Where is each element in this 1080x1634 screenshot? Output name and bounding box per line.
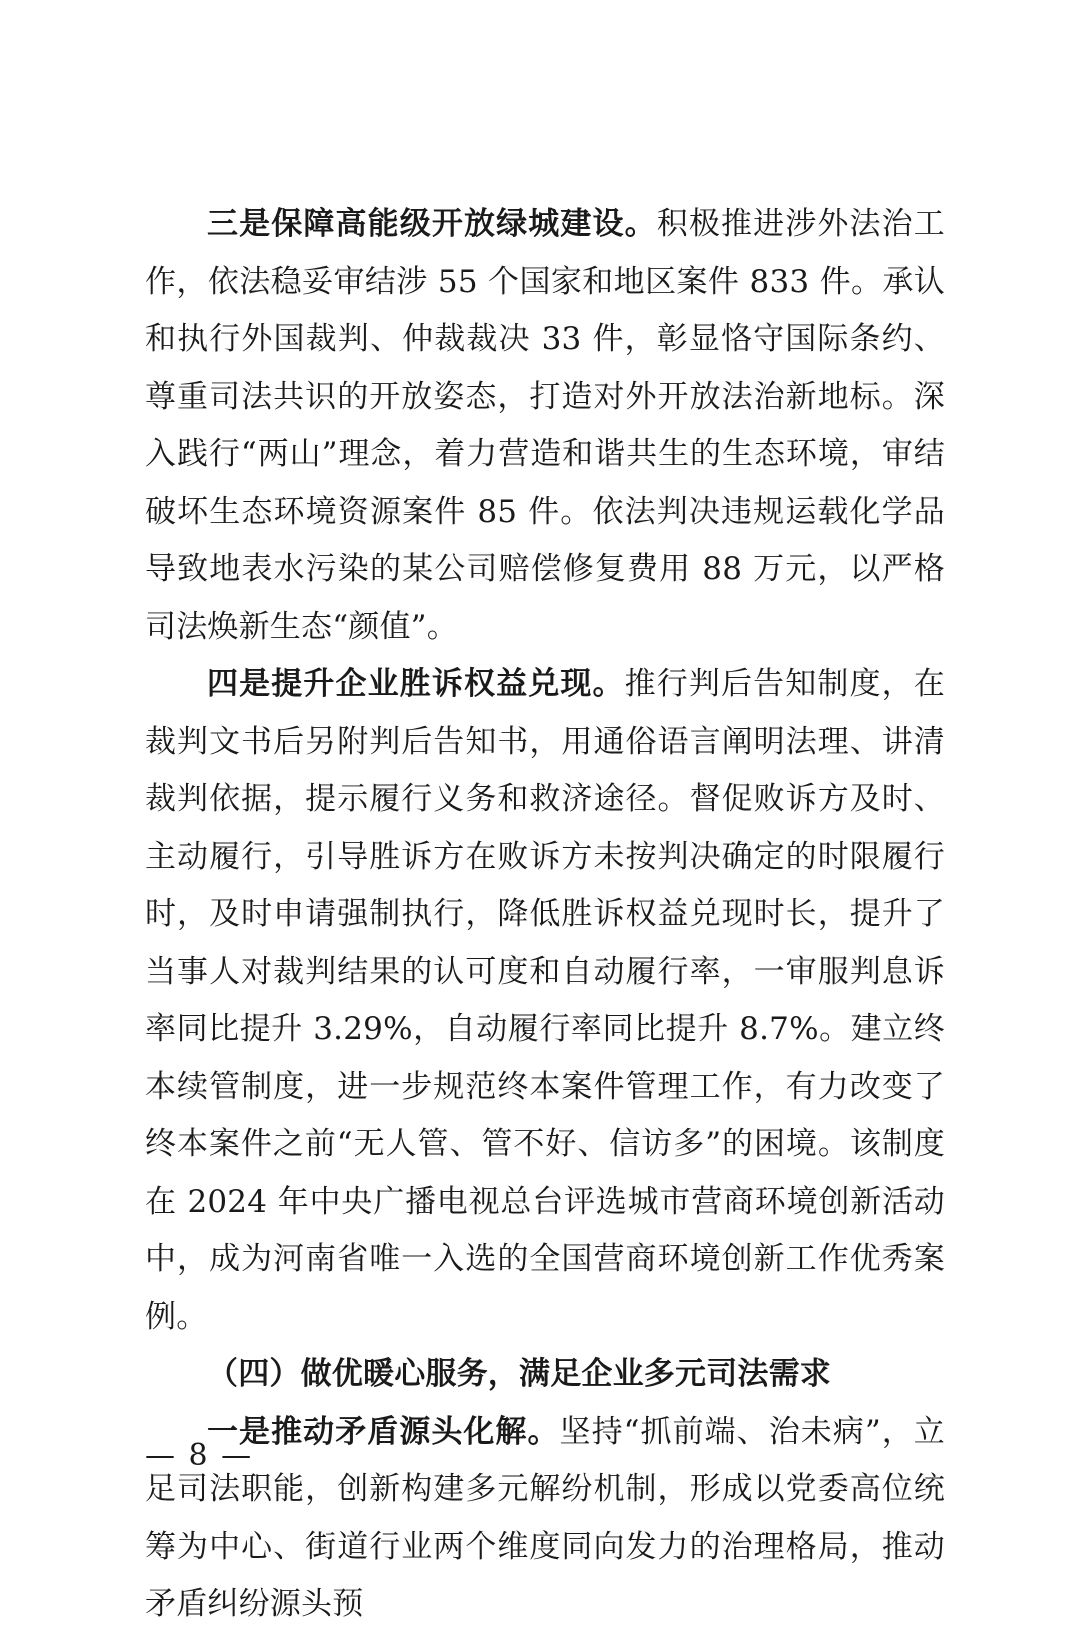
- paragraph-lead: 一是推动矛盾源头化解。: [207, 1413, 560, 1450]
- section-heading: （四）做优暖心服务，满足企业多元司法需求: [207, 1356, 831, 1392]
- paragraph-lead: 三是保障高能级开放绿城建设。: [207, 206, 657, 242]
- paragraph-enterprise-rights: [145, 656, 945, 1346]
- paragraph-conflict-resolution: [145, 1404, 945, 1634]
- paragraph-text: 推行判后告知制度，在裁判文书后另附判后告知书，用通俗语言阐明法理、讲清裁判依据，提示履行义务和救济途径。督促败诉方及时、主动履行，引导胜诉方在败诉方未按判决确定的时限履行时，及时申请强制执行，降低胜诉权益兑现时长，提升了当事人对裁判结果的认可度和自动履行率，一审服判息诉率同比提升 3.29%，自动履行率同比提升 8.7%。建立终本续管制度，进一步规范终本案件管理工作，有力改变了终本案件之前“无人管、管不好、信访多”的困境。该制度在 2024 年中央广播电视总台评选城市营商环境创新活动中，成为河南省唯一入选的全国营商环境创新工作优秀案例。: [145, 666, 945, 1335]
- page-number: — 8 —: [145, 1438, 254, 1473]
- document-body: [145, 196, 945, 1634]
- paragraph-lead: 四是提升企业胜诉权益兑现。: [207, 666, 625, 702]
- paragraph-open-green-city: [145, 196, 945, 656]
- paragraph-text: 坚持“抓前端、治未病”，立足司法职能，创新构建多元解纷机制，形成以党委高位统筹为中心、街道行业两个维度同向发力的治理格局，推动矛盾纠纷源头预: [145, 1413, 946, 1622]
- paragraph-text: 积极推进涉外法治工作，依法稳妥审结涉 55 个国家和地区案件 833 件。承认和执行外国裁判、仲裁裁决 33 件，彰显恪守国际条约、尊重司法共识的开放姿态，打造对外开放法治新地标。深入践行“两山”理念，着力营造和谐共生的生态环境，审结破坏生态环境资源案件 85 件。依法判决违规运载化学品导致地表水污染的某公司赔偿修复费用 88 万元，以严格司法焕新生态“颜值”。: [145, 206, 945, 645]
